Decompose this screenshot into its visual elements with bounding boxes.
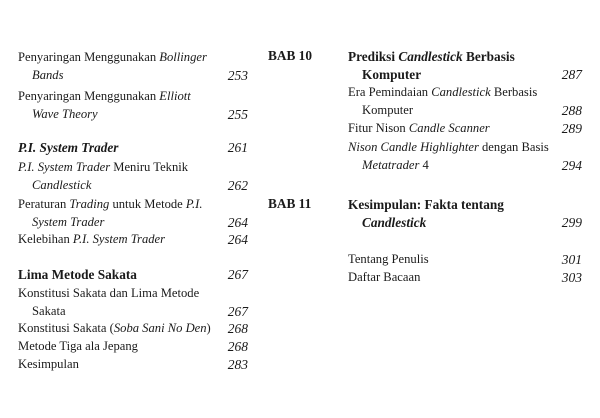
toc-page-number: 268 bbox=[227, 321, 248, 336]
toc-entry-konstitusi-lima[interactable] bbox=[18, 285, 248, 320]
toc-page-number: 262 bbox=[227, 178, 248, 193]
toc-page-number: 268 bbox=[227, 339, 248, 354]
chapter-title: Kesimpulan: Fakta tentang bbox=[348, 197, 504, 212]
toc-entry-kesimpulan[interactable] bbox=[18, 356, 248, 374]
toc-entry-text: P.I. System Trader Meniru Teknik bbox=[18, 160, 189, 174]
toc-page-number: 283 bbox=[227, 357, 248, 372]
toc-entry-text: Penyaringan Menggunakan Bollinger bbox=[18, 50, 207, 64]
toc-section-pi-system-trader[interactable] bbox=[18, 139, 248, 157]
toc-section-heading: P.I. System Trader bbox=[18, 140, 119, 155]
toc-entry-bollinger[interactable] bbox=[18, 49, 248, 84]
toc-entry-text: Daftar Bacaan bbox=[348, 270, 421, 284]
toc-entry-text: Kesimpulan bbox=[18, 357, 79, 371]
toc-page-number: 264 bbox=[227, 232, 248, 247]
toc-page-number: 289 bbox=[561, 121, 582, 136]
toc-entry-peraturan[interactable] bbox=[18, 196, 248, 231]
chapter-label: BAB 11 bbox=[268, 196, 312, 211]
chapter-title-cont: Komputer bbox=[362, 66, 422, 82]
toc-entry-elliott[interactable] bbox=[18, 88, 248, 123]
toc-page-number: 288 bbox=[561, 103, 582, 118]
toc-entry-text: Penyaringan Menggunakan Elliott bbox=[18, 89, 191, 103]
toc-page-number: 294 bbox=[561, 158, 582, 173]
toc-entry-text: Fitur Nison Candle Scanner bbox=[348, 121, 490, 135]
toc-page-number: 261 bbox=[227, 140, 248, 155]
toc-page-number: 267 bbox=[227, 267, 248, 282]
toc-entry-text: Peraturan Trading untuk Metode P.I. bbox=[18, 197, 203, 211]
toc-entry-text-cont: Candlestick bbox=[32, 177, 92, 192]
toc-entry-text-cont: System Trader bbox=[32, 214, 105, 229]
toc-entry-text: Konstitusi Sakata (Soba Sani No Den) bbox=[18, 321, 211, 335]
toc-section-lima-metode[interactable] bbox=[18, 266, 248, 284]
toc-page-number: 264 bbox=[227, 215, 248, 230]
toc-entry-text: Metode Tiga ala Jepang bbox=[18, 339, 138, 353]
toc-page-number: 255 bbox=[227, 107, 248, 122]
toc-entry-kelebihan[interactable] bbox=[18, 231, 248, 249]
toc-entry-text-cont: Metatrader 4 bbox=[362, 157, 429, 172]
toc-entry-text-cont: Komputer bbox=[362, 102, 414, 117]
toc-page-number: 267 bbox=[227, 304, 248, 319]
toc-entry-metode-tiga[interactable] bbox=[18, 338, 248, 356]
toc-entry-text-cont: Bands bbox=[32, 67, 64, 82]
chapter-title-cont: Candlestick bbox=[362, 214, 427, 230]
toc-entry-text: Nison Candle Highlighter dengan Basis bbox=[348, 140, 549, 154]
chapter-label: BAB 10 bbox=[268, 48, 312, 63]
toc-page-number: 299 bbox=[561, 215, 582, 230]
toc-entry-text: Kelebihan P.I. System Trader bbox=[18, 232, 166, 246]
toc-page-number: 287 bbox=[561, 67, 582, 82]
toc-entry-konstitusi-soba[interactable] bbox=[18, 320, 248, 338]
toc-page-number: 303 bbox=[561, 270, 582, 285]
toc-entry-text: Tentang Penulis bbox=[348, 252, 429, 266]
toc-entry-text-cont: Wave Theory bbox=[32, 106, 98, 121]
toc-entry-text: Konstitusi Sakata dan Lima Metode bbox=[18, 286, 200, 300]
toc-entry-text-cont: Sakata bbox=[32, 303, 66, 318]
toc-page-number: 253 bbox=[227, 68, 248, 83]
toc-page-number: 301 bbox=[561, 252, 582, 267]
toc-entry-text: Era Pemindaian Candlestick Berbasis bbox=[348, 85, 538, 99]
toc-section-heading: Lima Metode Sakata bbox=[18, 267, 137, 282]
toc-entry-pi-meniru[interactable] bbox=[18, 159, 248, 194]
chapter-title: Prediksi Candlestick Berbasis bbox=[348, 49, 515, 64]
